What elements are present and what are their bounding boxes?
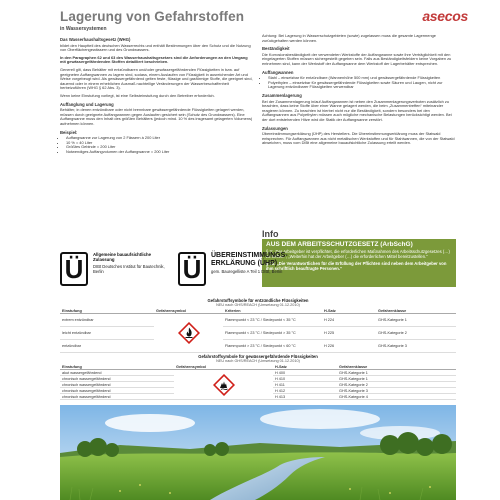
u-mark-icon: Ü	[60, 252, 88, 286]
list-item: • Stahl – einsetzbar für entzündbare (Wannenhöhe 500 mm) und gewässergefährdende Flüssigkeiten	[268, 76, 456, 81]
cell: Flammpunkt < 23 °C / Siedepunkt < 35 °C	[223, 314, 322, 327]
cell: H 411	[273, 382, 337, 388]
column-header: Gefahrenklasse	[337, 364, 456, 370]
cell: Flammpunkt < 23 °C / Siedepunkt > 35 °C	[223, 327, 322, 340]
info-box	[262, 239, 456, 287]
table2-subtitle: NEU nach GHS/REACH (Umsetzung 01.12.2010)	[216, 359, 300, 363]
table2-title: Gefahrstoffsymbole für gewässergefährdende Flüssigkeiten	[198, 354, 318, 359]
table1-title: Gefahrstoffsymbole für entzündliche Flüssigkeiten	[207, 298, 309, 303]
column-header: Gefahrenklasse	[376, 308, 456, 314]
cell: akut wassergefährdend	[60, 370, 174, 376]
cell: chronisch wassergefährdend	[60, 394, 174, 400]
paragraph: bildet den Hauptteil des deutschen Wasserrechts und enthält Bestimmungen über den Schutz und die Nutzung von Oberflächengewässern und des Grundwassers.	[60, 42, 251, 53]
certification-dibt	[60, 252, 173, 298]
cert-sub: DIBt Deutsches Institut für Bautechnik, Berlin	[93, 264, 165, 274]
cell: GHS-Kategorie 1	[337, 370, 456, 376]
list-item: • Größtes Gebinde = 200 Liter	[66, 145, 254, 150]
column-header: H-Satz	[322, 308, 376, 314]
list-item: • Auffangwanne zur Lagerung von 2 Fässern à 200 Liter	[66, 136, 254, 141]
cell: GHS-Kategorie 2	[376, 327, 456, 340]
section-heading: Zulassungen	[262, 125, 288, 131]
environment-hazard-icon	[213, 374, 235, 396]
paragraph: Behälter, in denen entzündbare oder nicht brennbare gewässergefährdende Flüssigkeiten gelagert werden, müssen durch geeignete Auffangwannen gegen Auslaufen gesichert sein (Schutz des Grundwassers). Eine Auffangwanne muss den Inhalt des größten Behälters (jedoch mind. 10 % des insgesamt gelagerten Volumens) aufnehmen können.	[60, 107, 253, 126]
paragraph: Die Korrosionsbeständigkeit der verwendeten Werkstoffe der Auffangwanne sowie ihre Verträglichkeit mit den eingelagerten Stoffen müssen sichergestellt gegeben sein. Falls aus Beständigkeitsfeldern keine Vorgaben zu entnehmen sind, kann der Werkstoff der Auffangwanne dem Werkstoff der Lagerbehälter entsprechen.	[262, 51, 452, 66]
paragraph: Übereinstimmungserklärung (ÜHP) des Herstellers. Die Übereinstimmungserklärung muss der Statwald entsprechen. Für Auffangwannen aus nicht metallischen Werkstoffen und für Stahlwannen, die von der Statwald abweichen, muss vom DIBt eine allgemeine bauaufsichtliche Zulassung erteilt werden.	[262, 131, 455, 146]
landscape-photo	[60, 405, 456, 500]
u-mark-icon: Ü	[178, 252, 206, 286]
cell	[154, 314, 223, 353]
cell: H 224	[322, 314, 376, 327]
list-item: • 10 % = 40 Liter	[66, 141, 254, 146]
example-list	[60, 136, 254, 154]
cell: entzündbar	[60, 340, 154, 353]
column-header: Einstufung	[60, 308, 154, 314]
left-column	[60, 34, 254, 157]
cell: chronisch wassergefährdend	[60, 376, 174, 382]
section-heading: Beispiel:	[60, 129, 78, 135]
page-subtitle: in Wassersystemen	[60, 26, 107, 32]
cell: GHS-Kategorie 2	[337, 382, 456, 388]
flammable-table	[60, 308, 456, 353]
info-paragraph: § 3: „Der Arbeitgeber ist verpflichtet, die erforderlichen Maßnahmen des Arbeitsschutzgesetzes (…) zu treffen.“, „Weiterhin hat der Arbeitgeber (…) die erforderlichen Mittel bereitzustellen.“	[266, 249, 450, 259]
section-heading: Auffanglung und Lagerung	[60, 101, 114, 107]
cell: Flammpunkt > 23 °C / Siedepunkt < 60 °C	[223, 340, 322, 353]
column-header: Kriterien	[223, 308, 322, 314]
right-column	[262, 34, 456, 149]
cell: chronisch wassergefährdend	[60, 388, 174, 394]
cell: chronisch wassergefährdend	[60, 382, 174, 388]
column-header: Einstufung	[60, 364, 174, 370]
table-row	[60, 327, 456, 340]
cell	[174, 370, 273, 400]
list-item: • Polyethylen – einsetzbar für gewässergefährdende Flüssigkeiten sowie Säuren und Laugen, nicht zur Lagerung entzündbarer Flüssigkeiten verwendbar	[268, 81, 456, 90]
table-row	[60, 314, 456, 327]
list-item: • Notwendiges Auffangvolumen der Auffangwanne = 200 Liter	[66, 150, 254, 155]
cert-title: ÜBEREINSTIMMUNGS-ERKLÄRUNG (ÜHP)	[211, 252, 288, 267]
cell: H 410	[273, 376, 337, 382]
paragraph: Wenn keine Einstufung vorliegt, ist eine Selbsteinstufung durch den Betreiber erforderlich.	[60, 92, 215, 98]
cell: H 400	[273, 370, 337, 376]
cell: leicht entzündbar	[60, 327, 154, 340]
certification-uhp	[178, 252, 289, 298]
cell: GHS-Kategorie 3	[376, 340, 456, 353]
cell: GHS-Kategorie 3	[337, 388, 456, 394]
page-title: Lagerung von Gefahrstoffen	[60, 9, 245, 24]
cell: GHS-Kategorie 1	[337, 376, 456, 382]
tray-list	[262, 76, 456, 90]
cell: H 413	[273, 394, 337, 400]
paragraph: In den Paragraphen 62 und 63 des Wasserhaushaltsgesetzes sind die Anforderungen an den Umgang mit gewässergefährdenden Stoffen detailliert beschrieben.	[60, 54, 248, 65]
table-row	[60, 340, 456, 353]
cell: H 412	[273, 388, 337, 394]
flame-icon	[178, 322, 200, 344]
brand-logo[interactable]: asecos	[422, 8, 468, 24]
info-box-title: AUS DEM ARBEITSSCHUTZGESETZ (ArbSchG)	[266, 241, 413, 248]
cell: H 225	[322, 327, 376, 340]
paragraph: Achtung: Bei Lagerung in Wasserschutzgebieten (sowie) zugelassen muss die gesamte Lagermenge zurückgehalten werden können.	[262, 33, 436, 43]
info-paragraph: § 13: „Die Verantwortlichen für die Erfüllung der Pflichten sind neben dem Arbeitgeber von ihm schriftlich beauftragte Personen.“	[266, 261, 447, 271]
table1-subtitle: NEU nach GHS/REACH (Umsetzung 01.12.2010)	[216, 303, 300, 307]
paragraph: Generell gilt, dass Behälter mit entzündbaren und/oder gewässergefährdenden Flüssigkeiten in bzw. auf geeigneten Auffangwannen zu lagern sind, sodass, einem Auslaufen von Flüssigkeit in ausreichender Art und Weise vorgebeugt wird. Als gewässergefährdend gelten feste, flüssige und gasförmige Stoffe, die geeignet sind, dauernd oder in einem erheblichen Ausmaß nachteilige Veränderungen der Wasserbeschaffenheit herbeizuführen (WHG § 62 Abs. 3).	[60, 66, 253, 91]
cell: GHS-Kategorie 4	[337, 394, 456, 400]
info-heading: Info	[262, 229, 279, 239]
water-hazard-table	[60, 364, 456, 400]
cert-title: Allgemeine bauaufsichtliche Zulassung	[93, 252, 152, 262]
section-heading: Zusammenlagerung	[262, 92, 302, 98]
section-heading: Auffangwannen	[262, 69, 294, 75]
column-header: Gefahrensymbol	[174, 364, 273, 370]
cell: extrem entzündbar	[60, 314, 154, 327]
cell: H 226	[322, 340, 376, 353]
cell: GHS-Kategorie 1	[376, 314, 456, 327]
column-header: H-Satz	[273, 364, 337, 370]
cert-sub: gem. Bauregelliste A Teil 1 DIBt, Berlin	[211, 269, 283, 274]
paragraph: Bei der Zusammenlagerung in/auf Auffangwannen ist neben den Zusammenlagerungsverboten zusätzlich zu beachten, dass keine Stoffe über einer Wanne gelagert werden, die beim „Zusammentreffen“ miteinander reagieren können. Zu beachten ist hierbei nicht nur die Beständigkeit, sondern besonders bei den Auffangwannen aus Polyethylen müssen auch mögliche mechanische Belastungen berücksichtigt werden. Bei der dort entstehenden Hitze wird die Statik der Auffangwanne zerstört.	[262, 98, 452, 122]
column-header: Gefahrensymbol	[154, 308, 223, 314]
section-heading: Beständigkeit	[262, 46, 290, 52]
section-heading: Das Wasserhaushaltsgesetz (WHG)	[60, 37, 131, 42]
